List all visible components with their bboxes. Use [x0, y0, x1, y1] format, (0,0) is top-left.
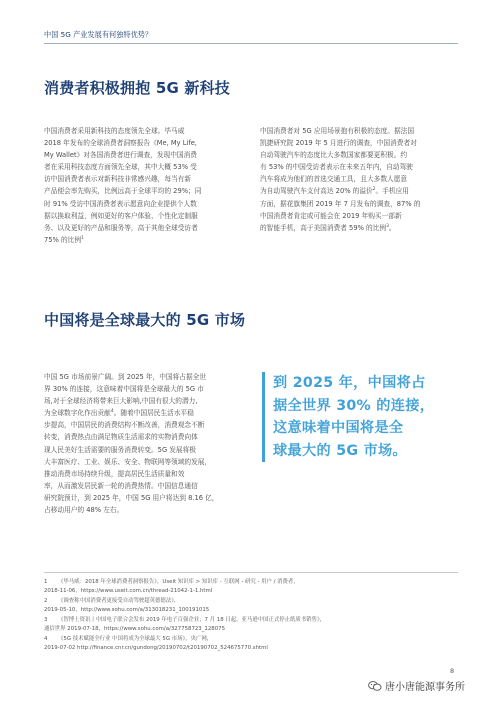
- section-heading-market: 中国将是全球最大的 5G 市场: [44, 311, 246, 329]
- running-header: 中国 5G 产业发展有何独特优势？: [44, 30, 153, 39]
- section1-right-paragraph: 中国消费者对 5G 应用场景抱有积极的态度。据法国 凯捷研究院 2019 年 5 月进行的调查，中国消费者对 自动驾驶汽车的态度比大多数国家都要更积极。约 有 53% 的中国受访者表示在未来五年内，自动驾驶 汽车将成为他们的首选交通工具，且大多数人愿意 为自动驾驶汽车支付高达 20% 的溢价$^2$。手机应用 方面，据花旗集团 2019 年 7 月发布的调查，87% 的 中国消费者肯定或可能会在 2019 年购买一部新 的智能手机，高于美国消费者 59% 的比例$^3$。: [260, 127, 421, 232]
- section1-left-paragraph: 中国消费者采用新科技的态度领先全球。毕马威 2018 年发布的全球消费者洞察报告《Me, My Life, My Wallet》对各国消费者进行调查，发现中国消费 者在采用科技态度方面领先全球，其中大概 53% 受 访中国消费者表示对新科技非常感兴趣，每当有新 产品便会率先购买，比例远高于全球平均的 29%；同 时 91% 受访中国消费者表示愿意向企业提供个人数 据以换取利益，例如更好的客户体验、个性化定制服 务、以及更好的产品和服务等，高于其他全球受访者 75% 的比例$^1$: [44, 127, 202, 244]
- footnote-2: 2 《调查称中国消费者更接受自动驾驶超英德德法》， 2019-05-10，http://www.sohu.com/a/313018231_100191015: [44, 598, 210, 613]
- wechat-icon: [368, 681, 382, 691]
- section-heading-consumers: 消费者积极拥抱 5G 新科技: [44, 79, 230, 97]
- page-number: 8: [450, 667, 455, 675]
- footnote-divider: [44, 572, 458, 573]
- section2-left-paragraph: 中国 5G 市场前景广阔。到 2025 年，中国将占据全世 界 30% 的连接，这意味着中国将是全球最大的 5G 市 场,对于全球经济将带来巨大影响,中国有很大的潜力, 为全球数字化作出贡献$^4$。随着中国居民生活水平稳 步提高，中国居民的消费结构不断改善，消费观念不断 转变，消费热点由满足物质生活需求的实物消费向体 现人民美好生活需要的服务消费转变。5G 发展将极 大丰富医疗、工业、娱乐、安全、物联网等领域的发展， 推动消费市场持续升级，提高居民生活质量和效 率，从而激发居民新一轮的消费热情。中国信息通信 研究院预计，到 2025 年，中国 5G 用户将达到 8.16 亿， 占移动用户的 48% 左右。: [44, 373, 219, 515]
- footnote-1: 1 《毕马威：2018 年全球消费者洞察报告》，Useit 知识库 > 知识库 - 互联网 - 研究 - 用户 / 消费者, 2018-11-06，https://www.useit.com.cn/thread-21042-1-1.html: [44, 579, 296, 594]
- footnote-4: 4 《5G 技术赋能全行业 中国将成为全球最大 5G 市场》，央广网， 2019-07-02 http://finance.cnr.cn/gundong/20190702/t20190702_524675770.shtml: [44, 636, 268, 651]
- header-divider: [44, 43, 458, 44]
- pull-quote: 到 2025 年，中国将占 据全世界 30% 的连接， 这意味着中国将是全 球最大的 5G 市场。: [262, 372, 468, 462]
- footnote-3: 3 《智博士资讯丨中国电子联合会发布 2019 年电子百强企业；7 月 18 日起，亚马逊中国正式停止纸质书销售》， 通信世界 2019-07-18，https://www.sohu.com/a/327758723_128075: [44, 617, 326, 632]
- watermark-text: 唐小唐能源事务所: [385, 682, 465, 693]
- watermark: [368, 678, 465, 693]
